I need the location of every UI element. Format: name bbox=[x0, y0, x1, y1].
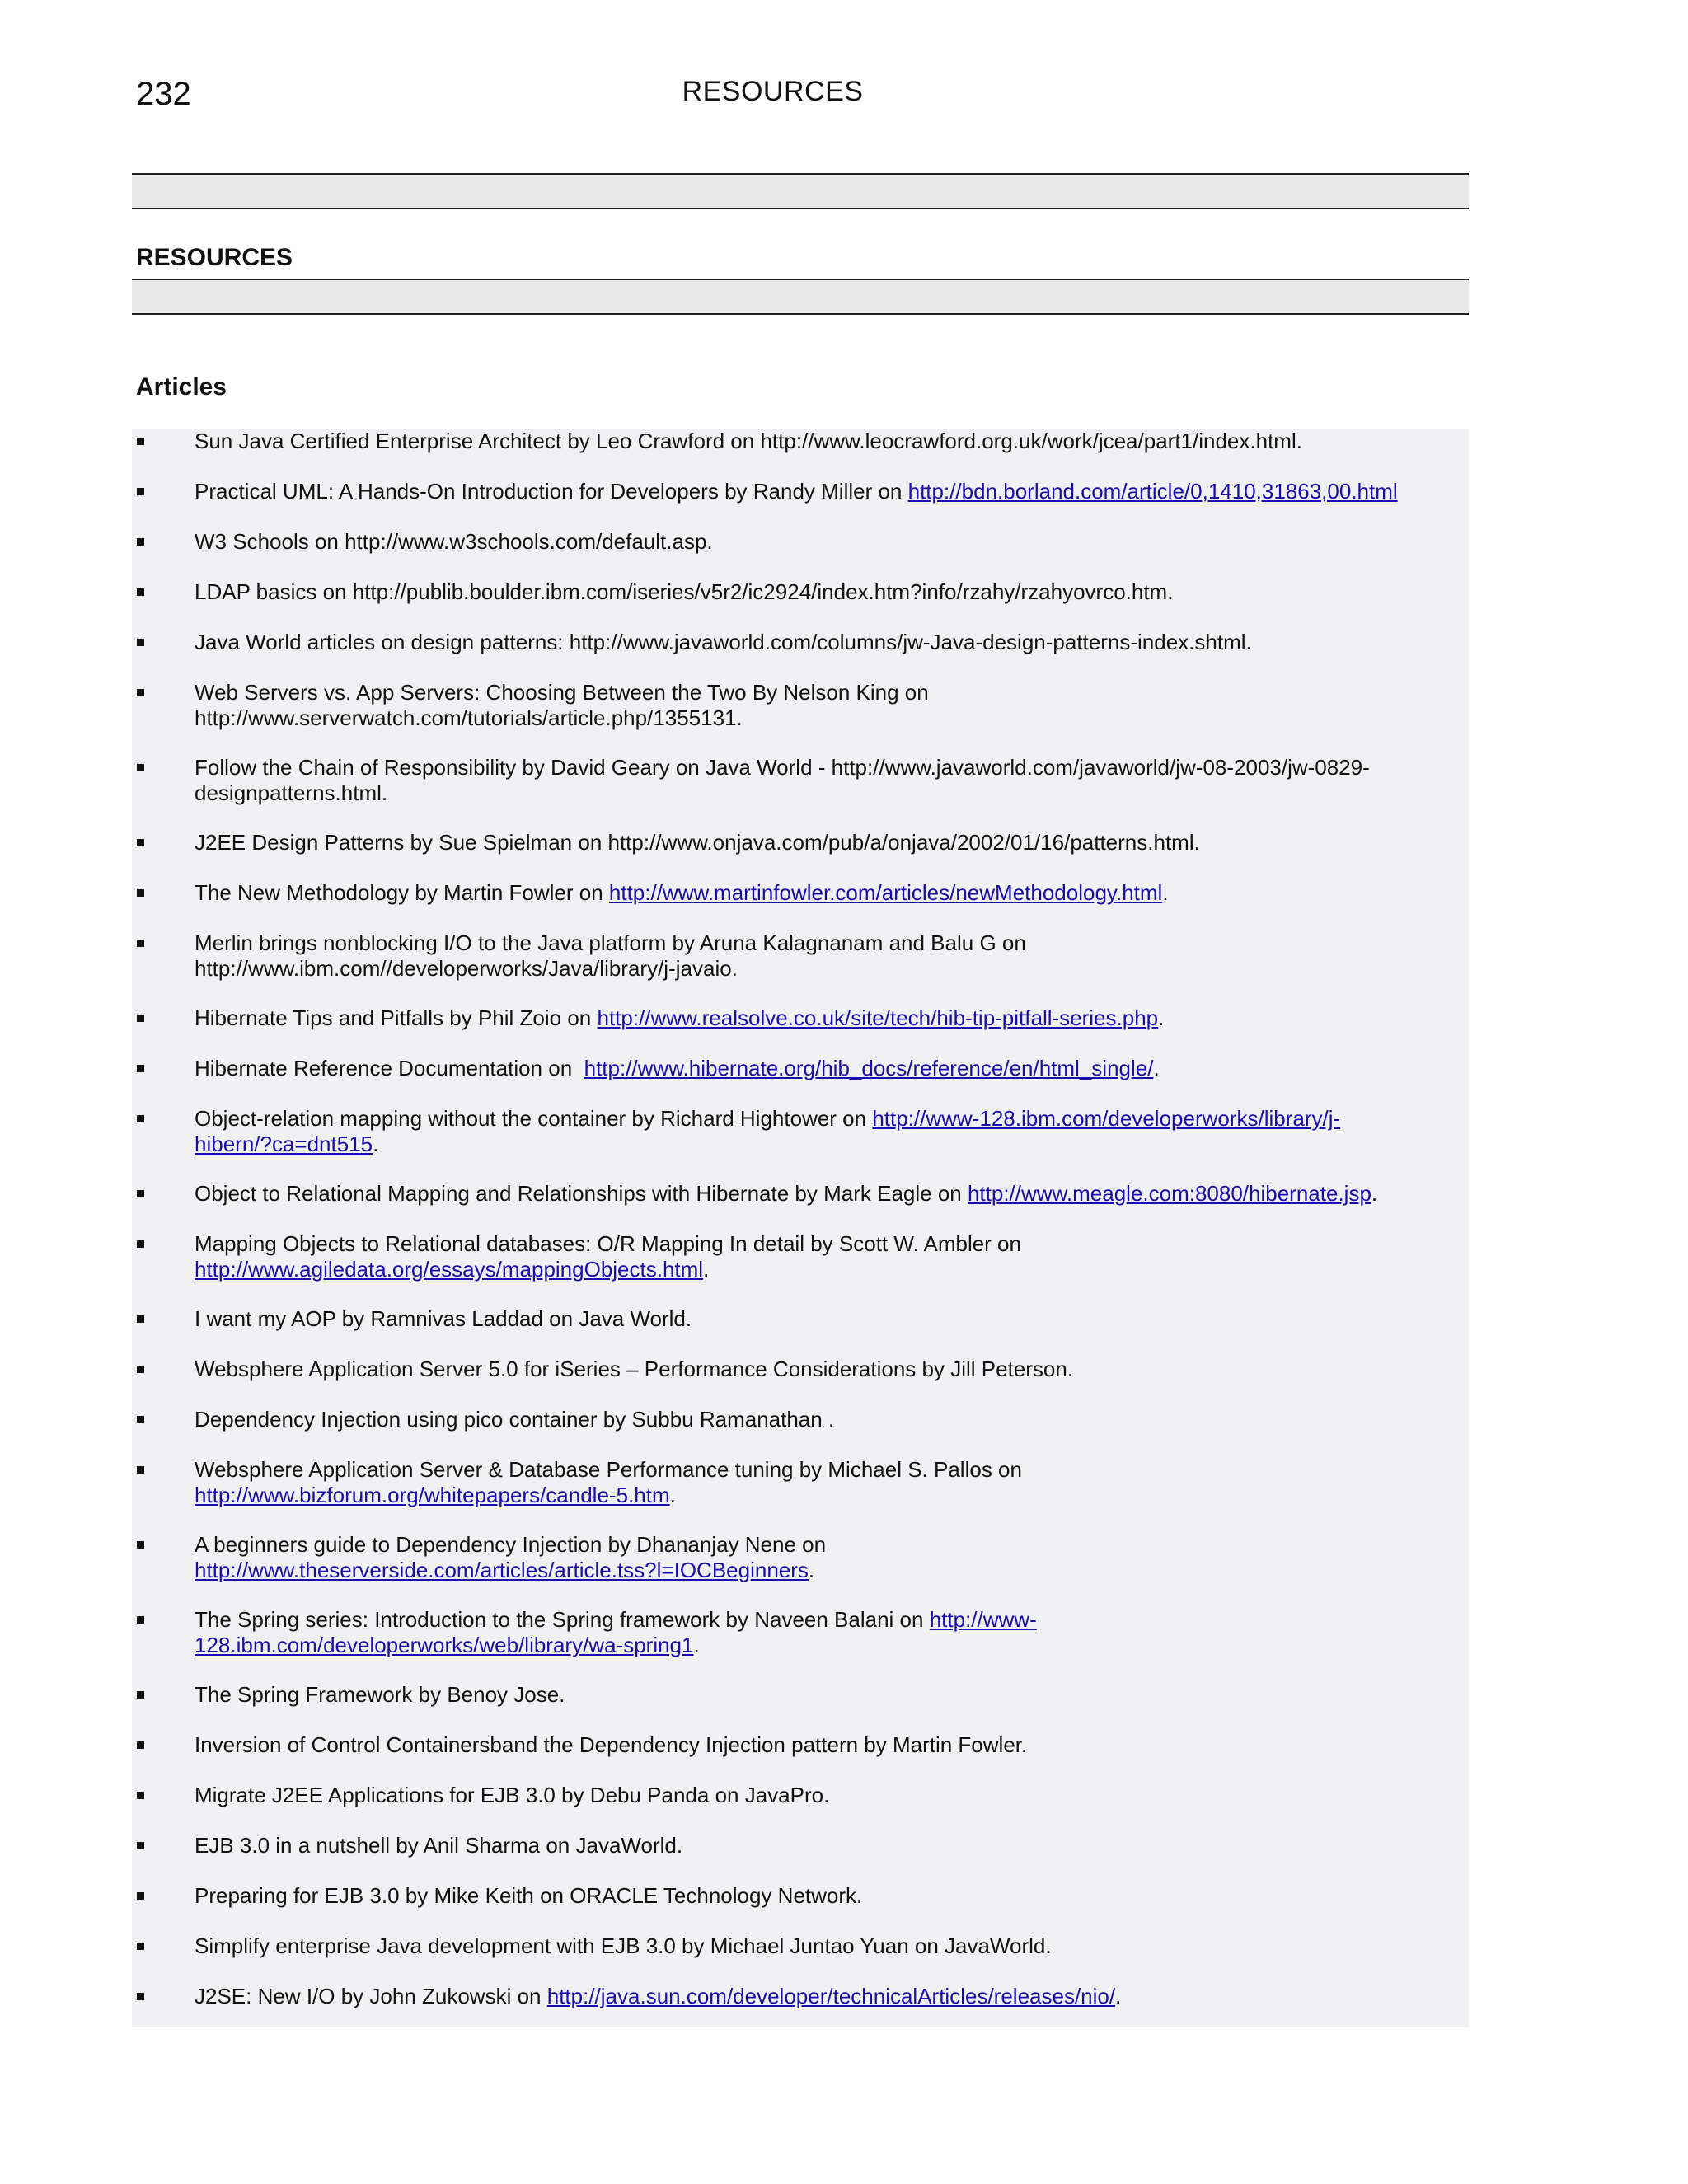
list-item-tail: . bbox=[1371, 1181, 1378, 1206]
bullet-icon bbox=[137, 1842, 144, 1849]
list-item-text bbox=[195, 880, 1431, 906]
bullet-icon bbox=[137, 639, 144, 646]
article-link[interactable]: http://www.theserverside.com/articles/article.tss?l=IOCBeginners bbox=[195, 1558, 809, 1582]
list-item-tail: . bbox=[373, 1132, 379, 1156]
list-item-text bbox=[195, 1532, 1101, 1583]
header-band-bottom bbox=[132, 279, 1469, 315]
subsection-title: Articles bbox=[136, 373, 227, 401]
list-item-text bbox=[195, 1231, 1118, 1282]
list-item-label: Websphere Application Server 5.0 for iSeries – Performance Considerations by Jill Peterson. bbox=[195, 1357, 1074, 1381]
bullet-icon bbox=[137, 1691, 144, 1699]
article-link[interactable]: http://www-128.ibm.com/developerworks/library/j-hibern/?ca=dnt515 bbox=[195, 1106, 1341, 1156]
bullet-icon bbox=[137, 839, 144, 846]
bullet-icon bbox=[137, 889, 144, 897]
list-item-label: I want my AOP by Ramnivas Laddad on Java World. bbox=[195, 1306, 692, 1331]
list-item-text bbox=[195, 680, 1101, 731]
list-item-label: LDAP basics on http://publib.boulder.ibm.com/iseries/v5r2/ic2924/index.htm?info/rzahy/rzahyovrco.htm. bbox=[195, 579, 1174, 604]
list-item-tail: . bbox=[669, 1483, 676, 1507]
list-item-label: Mapping Objects to Relational databases: O/R Mapping In detail by Scott W. Ambler on bbox=[195, 1231, 1021, 1256]
list-item-text bbox=[195, 1005, 1431, 1031]
list-item-label: J2SE: New I/O by John Zukowski on bbox=[195, 1984, 547, 2008]
list-item-label: A beginners guide to Dependency Injection by Dhananjay Nene on bbox=[195, 1532, 827, 1557]
list-item-text bbox=[195, 479, 1431, 504]
list-item-text bbox=[195, 1783, 1431, 1808]
page-number: 232 bbox=[136, 76, 191, 112]
list-item-label: Object-relation mapping without the container by Richard Hightower on bbox=[195, 1106, 873, 1131]
bullet-icon bbox=[137, 438, 144, 445]
list-item-label: Hibernate Reference Documentation on bbox=[195, 1056, 584, 1080]
list-item-text bbox=[195, 1732, 1431, 1758]
list-item-tail: . bbox=[1162, 880, 1169, 905]
header-band-top bbox=[132, 173, 1469, 209]
bullet-icon bbox=[137, 940, 144, 947]
list-item-text bbox=[195, 755, 1423, 806]
list-item-label: Sun Java Certified Enterprise Architect by Leo Crawford on http://www.leocrawford.org.uk/work/jcea/part1/index.html. bbox=[195, 429, 1302, 453]
bullet-icon bbox=[137, 1240, 144, 1248]
list-item-text bbox=[195, 1984, 1431, 2009]
list-item-text bbox=[195, 930, 1101, 982]
section-title: RESOURCES bbox=[136, 244, 293, 271]
list-item-text bbox=[195, 579, 1431, 605]
bullet-icon bbox=[137, 1741, 144, 1749]
list-item-label: Object to Relational Mapping and Relationships with Hibernate by Mark Eagle on bbox=[195, 1181, 968, 1206]
list-item-label: The Spring series: Introduction to the Spring framework by Naveen Balani on bbox=[195, 1607, 930, 1632]
list-item-tail: . bbox=[1158, 1005, 1165, 1030]
list-item-tail: . bbox=[703, 1257, 710, 1282]
list-item-text bbox=[195, 1833, 1431, 1858]
bullet-icon bbox=[137, 1315, 144, 1323]
list-item-text bbox=[195, 1883, 1431, 1909]
list-item-tail: . bbox=[1115, 1984, 1122, 2008]
bullet-icon bbox=[137, 1466, 144, 1474]
list-item-tail: . bbox=[808, 1558, 815, 1582]
bullet-icon bbox=[137, 1892, 144, 1900]
bullet-icon bbox=[137, 1943, 144, 1950]
list-item-text bbox=[195, 830, 1431, 855]
bullet-icon bbox=[137, 1416, 144, 1423]
list-item-label: W3 Schools on http://www.w3schools.com/default.asp. bbox=[195, 529, 713, 554]
list-item-label: Hibernate Tips and Pitfalls by Phil Zoio on bbox=[195, 1005, 598, 1030]
bullet-icon bbox=[137, 588, 144, 596]
article-link[interactable]: http://bdn.borland.com/article/0,1410,31863,00.html bbox=[907, 479, 1398, 504]
list-item-text bbox=[195, 1407, 1431, 1432]
list-item-label: EJB 3.0 in a nutshell by Anil Sharma on JavaWorld. bbox=[195, 1833, 683, 1858]
list-item-label: Inversion of Control Containersband the Dependency Injection pattern by Martin Fowler. bbox=[195, 1732, 1028, 1757]
article-link[interactable]: http://www-128.ibm.com/developerworks/web/library/wa-spring1 bbox=[195, 1607, 1037, 1657]
list-item-tail: . bbox=[693, 1633, 700, 1657]
list-item-label: Merlin brings nonblocking I/O to the Java platform by Aruna Kalagnanam and Balu G on http://www.ibm.com//developerworks/Java/library/j-javaio. bbox=[195, 930, 1026, 981]
bullet-icon bbox=[137, 1541, 144, 1549]
bullet-icon bbox=[137, 1792, 144, 1799]
list-item-label: Java World articles on design patterns: http://www.javaworld.com/columns/jw-Java-design-patterns-index.shtml. bbox=[195, 630, 1252, 654]
bullet-icon bbox=[137, 1015, 144, 1022]
bullet-icon bbox=[137, 764, 144, 771]
list-item-text bbox=[195, 1181, 1431, 1207]
bullet-icon bbox=[137, 1366, 144, 1373]
running-header: RESOURCES bbox=[682, 76, 864, 107]
article-link[interactable]: http://www.bizforum.org/whitepapers/candle-5.htm bbox=[195, 1483, 670, 1507]
article-link[interactable]: http://www.martinfowler.com/articles/newMethodology.html bbox=[608, 880, 1163, 905]
list-item-tail: . bbox=[1153, 1056, 1160, 1080]
article-link[interactable]: http://java.sun.com/developer/technicalArticles/releases/nio/ bbox=[546, 1984, 1116, 2008]
bullet-icon bbox=[137, 1616, 144, 1624]
article-link[interactable]: http://www.realsolve.co.uk/site/tech/hib-tip-pitfall-series.php bbox=[597, 1005, 1159, 1030]
bullet-icon bbox=[137, 1993, 144, 2000]
article-link[interactable]: http://www.hibernate.org/hib_docs/reference/en/html_single/ bbox=[584, 1056, 1154, 1080]
list-item-label: The New Methodology by Martin Fowler on bbox=[195, 880, 609, 905]
article-link[interactable]: http://www.meagle.com:8080/hibernate.jsp bbox=[967, 1181, 1372, 1206]
list-item-text bbox=[195, 1933, 1431, 1959]
list-item-text bbox=[195, 1056, 1431, 1081]
list-item-text bbox=[195, 1357, 1431, 1382]
list-item-label: Web Servers vs. App Servers: Choosing Between the Two By Nelson King on http://www.serverwatch.com/tutorials/article.php/1355131. bbox=[195, 680, 929, 730]
bullet-icon bbox=[137, 488, 144, 495]
bullet-icon bbox=[137, 689, 144, 696]
bullet-icon bbox=[137, 538, 144, 546]
list-item-label: Migrate J2EE Applications for EJB 3.0 by Debu Panda on JavaPro. bbox=[195, 1783, 830, 1807]
bullet-icon bbox=[137, 1190, 144, 1197]
list-item-text bbox=[195, 529, 1431, 555]
list-item-label: Dependency Injection using pico container by Subbu Ramanathan . bbox=[195, 1407, 835, 1432]
list-item-text bbox=[195, 1607, 1151, 1658]
bullet-icon bbox=[137, 1115, 144, 1122]
list-item-text bbox=[195, 1682, 1431, 1708]
article-link[interactable]: http://www.agiledata.org/essays/mappingObjects.html bbox=[195, 1257, 704, 1282]
list-item-label: Websphere Application Server & Database Performance tuning by Michael S. Pallos on bbox=[195, 1457, 1022, 1482]
list-item-label: Practical UML: A Hands-On Introduction for Developers by Randy Miller on bbox=[195, 479, 908, 504]
list-item-text bbox=[195, 630, 1431, 655]
list-item-text bbox=[195, 1106, 1381, 1157]
list-item-text bbox=[195, 1306, 1431, 1332]
list-item-text bbox=[195, 429, 1431, 454]
bullet-icon bbox=[137, 1065, 144, 1072]
list-item-label: Simplify enterprise Java development with EJB 3.0 by Michael Juntao Yuan on JavaWorld. bbox=[195, 1933, 1052, 1958]
list-item-text bbox=[195, 1457, 1118, 1508]
list-item-label: J2EE Design Patterns by Sue Spielman on http://www.onjava.com/pub/a/onjava/2002/01/16/patterns.html. bbox=[195, 830, 1200, 855]
list-item-label: Follow the Chain of Responsibility by David Geary on Java World - http://www.javaworld.com/javaworld/jw-08-2003/jw-0829-designpatterns.html. bbox=[195, 755, 1370, 805]
list-item-label: Preparing for EJB 3.0 by Mike Keith on ORACLE Technology Network. bbox=[195, 1883, 863, 1908]
list-item-label: The Spring Framework by Benoy Jose. bbox=[195, 1682, 565, 1707]
articles-list bbox=[132, 429, 1469, 2027]
